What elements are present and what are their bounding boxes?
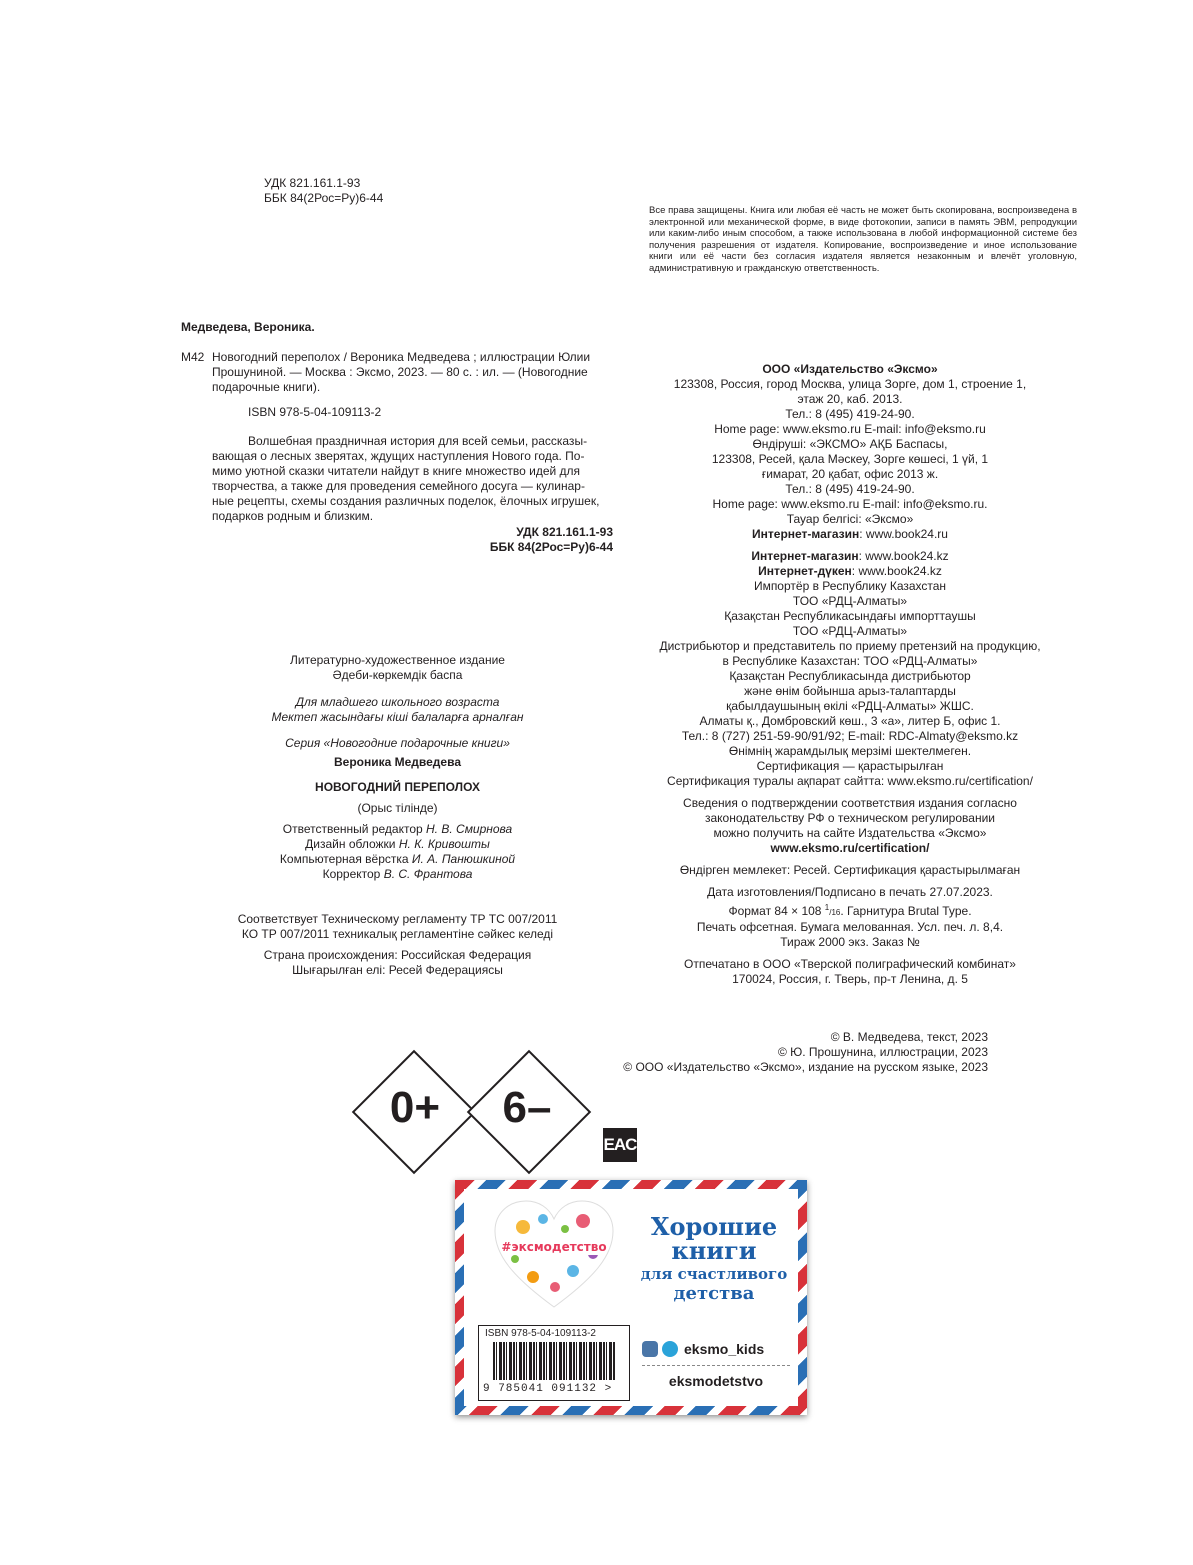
publisher-line: Тел.: 8 (495) 419-24-90. <box>785 482 915 496</box>
catalog-entry-line: Новогодний переполох / Вероника Медведева ; иллюстрации Юлии <box>212 350 591 364</box>
credit-line <box>200 837 595 852</box>
kz-line: Тел.: 8 (727) 251-59-90/91/92; E-mail: RDC-Almaty@eksmo.kz <box>681 729 1019 743</box>
edition-type-ru: Литературно-художественное издание <box>290 653 505 667</box>
publisher-line: Өндіруші: «ЭКСМО» АҚБ Баспасы, <box>752 437 948 451</box>
vk-icon <box>642 1341 658 1357</box>
age-mark-0: 0+ <box>389 1083 441 1132</box>
heart-illustration-icon <box>493 1199 615 1311</box>
barcode-digits: 9 785041 091132 > <box>483 1383 613 1395</box>
catalog-bbk: ББК 84(2Рос=Ру)6-44 <box>489 540 613 554</box>
country-ru: Страна происхождения: Российская Федерация <box>263 948 532 962</box>
kz-line: Сертификация туралы ақпарат сайтта: www.eksmo.ru/certification/ <box>667 774 1033 788</box>
annotation-line: мимо уютной сказки читатели найдут в книге множество идей для <box>212 464 581 478</box>
kz-line: ТОО «РДЦ-Алматы» <box>792 594 908 608</box>
edition-age-kz: Мектеп жасындағы кіші балаларға арналған <box>271 710 524 724</box>
annotation-line: ные рецепты, схемы создания различных поделок, ёлочных игрушек, <box>212 494 600 508</box>
country-kz: Шығарылған елі: Ресей Федерациясы <box>292 963 503 977</box>
edition-age-ru: Для младшего школьного возраста <box>295 695 500 709</box>
printer-line: Отпечатано в ООО «Тверской полиграфический комбинат» <box>684 957 1016 971</box>
cert-line: законодательству РФ о техническом регулировании <box>705 811 995 825</box>
kz-line: Сертификация — қарастырылған <box>756 759 944 773</box>
publisher-line: 123308, Россия, город Москва, улица Зорге, дом 1, строение 1, <box>673 377 1027 391</box>
cert-url: www.eksmo.ru/certification/ <box>770 841 930 855</box>
annotation-line: подарков родным и близким. <box>212 509 374 523</box>
hashtag: #эксмодетство <box>501 1240 607 1254</box>
top-udk: УДК 821.161.1-93 <box>264 176 361 190</box>
promo-title-3: для счастливого <box>640 1265 788 1283</box>
shop-ru-value: : www.book24.ru <box>859 527 948 541</box>
kz-line: Қазақстан Республикасындағы импорттаушы <box>724 609 976 623</box>
printer-line: 170024, Россия, г. Тверь, пр-т Ленина, д. 5 <box>732 972 968 986</box>
credit-name: Н. К. Кривошты <box>398 837 490 851</box>
print-line: Дата изготовления/Подписано в печать 27.07.2023. <box>707 885 993 899</box>
publisher-line: ғимарат, 20 қабат, офис 2013 ж. <box>761 467 939 481</box>
edition-title: НОВОГОДНИЙ ПЕРЕПОЛОХ <box>315 780 480 794</box>
cert-line: можно получить на сайте Издательства «Эксмо» <box>713 826 987 840</box>
kz-line: в Республике Казахстан: ТОО «РДЦ-Алматы» <box>722 654 978 668</box>
format-prefix: Формат 84 × 108 <box>728 904 825 918</box>
catalog-entry <box>212 350 612 395</box>
credit-role: Дизайн обложки <box>305 837 396 851</box>
kz-line: Дистрибьютор и представитель по приему претензий на продукцию, <box>659 639 1041 653</box>
edition-type-kz: Әдеби-көркемдік баспа <box>332 668 463 682</box>
copyright-line: © ООО «Издательство «Эксмо», издание на русском языке, 2023 <box>623 1060 988 1074</box>
shop-kz <box>640 549 1060 564</box>
barcode-box <box>478 1325 630 1401</box>
telegram-icon <box>662 1341 678 1357</box>
print-line: Печать офсетная. Бумага мелованная. Усл. печ. л. 8,4. <box>696 920 1004 934</box>
publisher-name: ООО «Издательство «Эксмо» <box>762 362 938 376</box>
origin-kz: Өндірген мемлекет: Ресей. Сертификация қарастырылмаған <box>679 863 1021 877</box>
format-line <box>640 900 1060 920</box>
promo-title-2: книги <box>671 1236 757 1265</box>
publisher-line: 123308, Ресей, қала Мәскеу, Зорге көшесі, 1 үй, 1 <box>711 452 989 466</box>
edition-series: Серия «Новогодние подарочные книги» <box>285 736 510 750</box>
kz-line: қабылдаушының өкілі «РДЦ-Алматы» ЖШС. <box>726 699 974 713</box>
annotation-line: Волшебная праздничная история для всей семьи, рассказы- <box>248 434 588 448</box>
credit-name: В. С. Франтова <box>383 867 473 881</box>
annotation-line: вающая о лесных зверятах, ждущих наступления Нового года. По- <box>212 449 585 463</box>
catalog-entry-line: подарочные книги). <box>212 380 321 394</box>
promo-title-4: детства <box>673 1283 755 1304</box>
publisher-line: Home page: www.eksmo.ru E-mail: info@eksmo.ru. <box>712 497 988 511</box>
copyright-line: © В. Медведева, текст, 2023 <box>830 1030 988 1044</box>
promo-card-inner <box>464 1189 798 1406</box>
credit-role: Корректор <box>322 867 381 881</box>
top-codes <box>264 176 383 206</box>
cert-line: Сведения о подтверждении соответствия издания согласно <box>683 796 1017 810</box>
catalog-udk: УДК 821.161.1-93 <box>516 525 613 539</box>
shop-kz-value: : www.book24.kz <box>858 549 949 563</box>
catalog-isbn: ISBN 978-5-04-109113-2 <box>248 405 382 419</box>
credit-line <box>200 867 595 882</box>
social-handle-detstvo: eksmodetstvo <box>668 1373 764 1389</box>
age-mark-6: 6– <box>502 1083 552 1132</box>
annotation-line: творчества, а также для проведения семейного досуга — кулинар- <box>212 479 585 493</box>
publisher-line: Home page: www.eksmo.ru E-mail: info@eksmo.ru <box>714 422 986 436</box>
copyrights <box>560 1030 988 1075</box>
publisher-line: Тел.: 8 (495) 419-24-90. <box>785 407 915 421</box>
edition-language: (Орыс тілінде) <box>357 801 438 815</box>
promo-card <box>455 1180 807 1415</box>
rights-notice: Все права защищены. Книга или любая её часть не может быть скопирована, воспроизведена в электронной или механической форме, в виде фотокопии, записи в память ЭВМ, репродукции или каким-либо иным способом, а также использована в любой информационной системе без получения разрешения от издателя. Копирование, воспроизведение и иное использование книги или её части без согласия издателя является незаконным и влечёт уголовную, административную и гражданскую ответственность. <box>649 205 1077 274</box>
publisher-line: Тауар белгісі: «Эксмо» <box>786 512 914 526</box>
credit-line <box>200 852 595 867</box>
shop-kz-label: Интернет-магазин <box>751 549 859 563</box>
format-sup: 1 <box>824 903 830 912</box>
social-divider <box>642 1365 790 1366</box>
shop-ru-label: Интернет-магазин <box>752 527 860 541</box>
kz-line: Қазақстан Республикасында дистрибьютор <box>729 669 971 683</box>
credit-role: Ответственный редактор <box>282 822 423 836</box>
print-line: Тираж 2000 экз. Заказ № <box>780 935 920 949</box>
edition-author: Вероника Медведева <box>333 755 461 769</box>
copyright-line: © Ю. Прошунина, иллюстрации, 2023 <box>777 1045 988 1059</box>
format-sub: /16 <box>829 908 841 917</box>
kz-line: Импортёр в Республику Казахстан <box>753 579 947 593</box>
top-bbk: ББК 84(2Рос=Ру)6-44 <box>264 191 384 205</box>
publisher-block <box>640 362 1060 987</box>
shop-kz2 <box>640 564 1060 579</box>
publisher-line: этаж 20, каб. 2013. <box>797 392 903 406</box>
regulation-kz: КО ТР 007/2011 техникалық регламентіне сәйкес келеді <box>241 927 554 941</box>
catalog-annotation <box>212 434 612 524</box>
shop-kz2-value: : www.book24.kz <box>851 564 942 578</box>
catalog-code: М42 <box>181 350 205 364</box>
credit-line <box>200 822 595 837</box>
social-handle-kids: eksmo_kids <box>684 1341 765 1357</box>
regulation-ru: Соответствует Техническому регламенту ТР ТС 007/2011 <box>237 912 558 926</box>
eac-mark-icon: EAC <box>603 1128 637 1162</box>
catalog-author-heading: Медведева, Вероника. <box>181 320 315 334</box>
kz-line: және өнім бойынша арыз-талаптарды <box>744 684 956 698</box>
format-suffix: . Гарнитура Brutal Type. <box>840 904 972 918</box>
barcode-bars-icon <box>493 1342 615 1380</box>
catalog-entry-line: Прошуниной. — Москва : Эксмо, 2023. — 80 с. : ил. — (Новогодние <box>212 365 588 379</box>
kz-line: Өнімнің жарамдылық мерзімі шектелмеген. <box>728 744 972 758</box>
kz-line: Алматы қ., Домбровский көш., 3 «а», литер Б, офис 1. <box>699 714 1001 728</box>
catalog-codes <box>400 525 613 555</box>
shop-ru <box>640 527 1060 542</box>
promo-title-1: Хорошие <box>650 1212 778 1241</box>
credit-name: Н. В. Смирнова <box>426 822 513 836</box>
credit-name: И. А. Панюшкиной <box>411 852 516 866</box>
shop-kz2-label: Интернет-дүкен <box>758 564 852 578</box>
edition-block <box>200 653 595 978</box>
kz-line: ТОО «РДЦ-Алматы» <box>792 624 908 638</box>
credit-role: Компьютерная вёрстка <box>279 852 409 866</box>
barcode-isbn: ISBN 978-5-04-109113-2 <box>485 1328 596 1339</box>
